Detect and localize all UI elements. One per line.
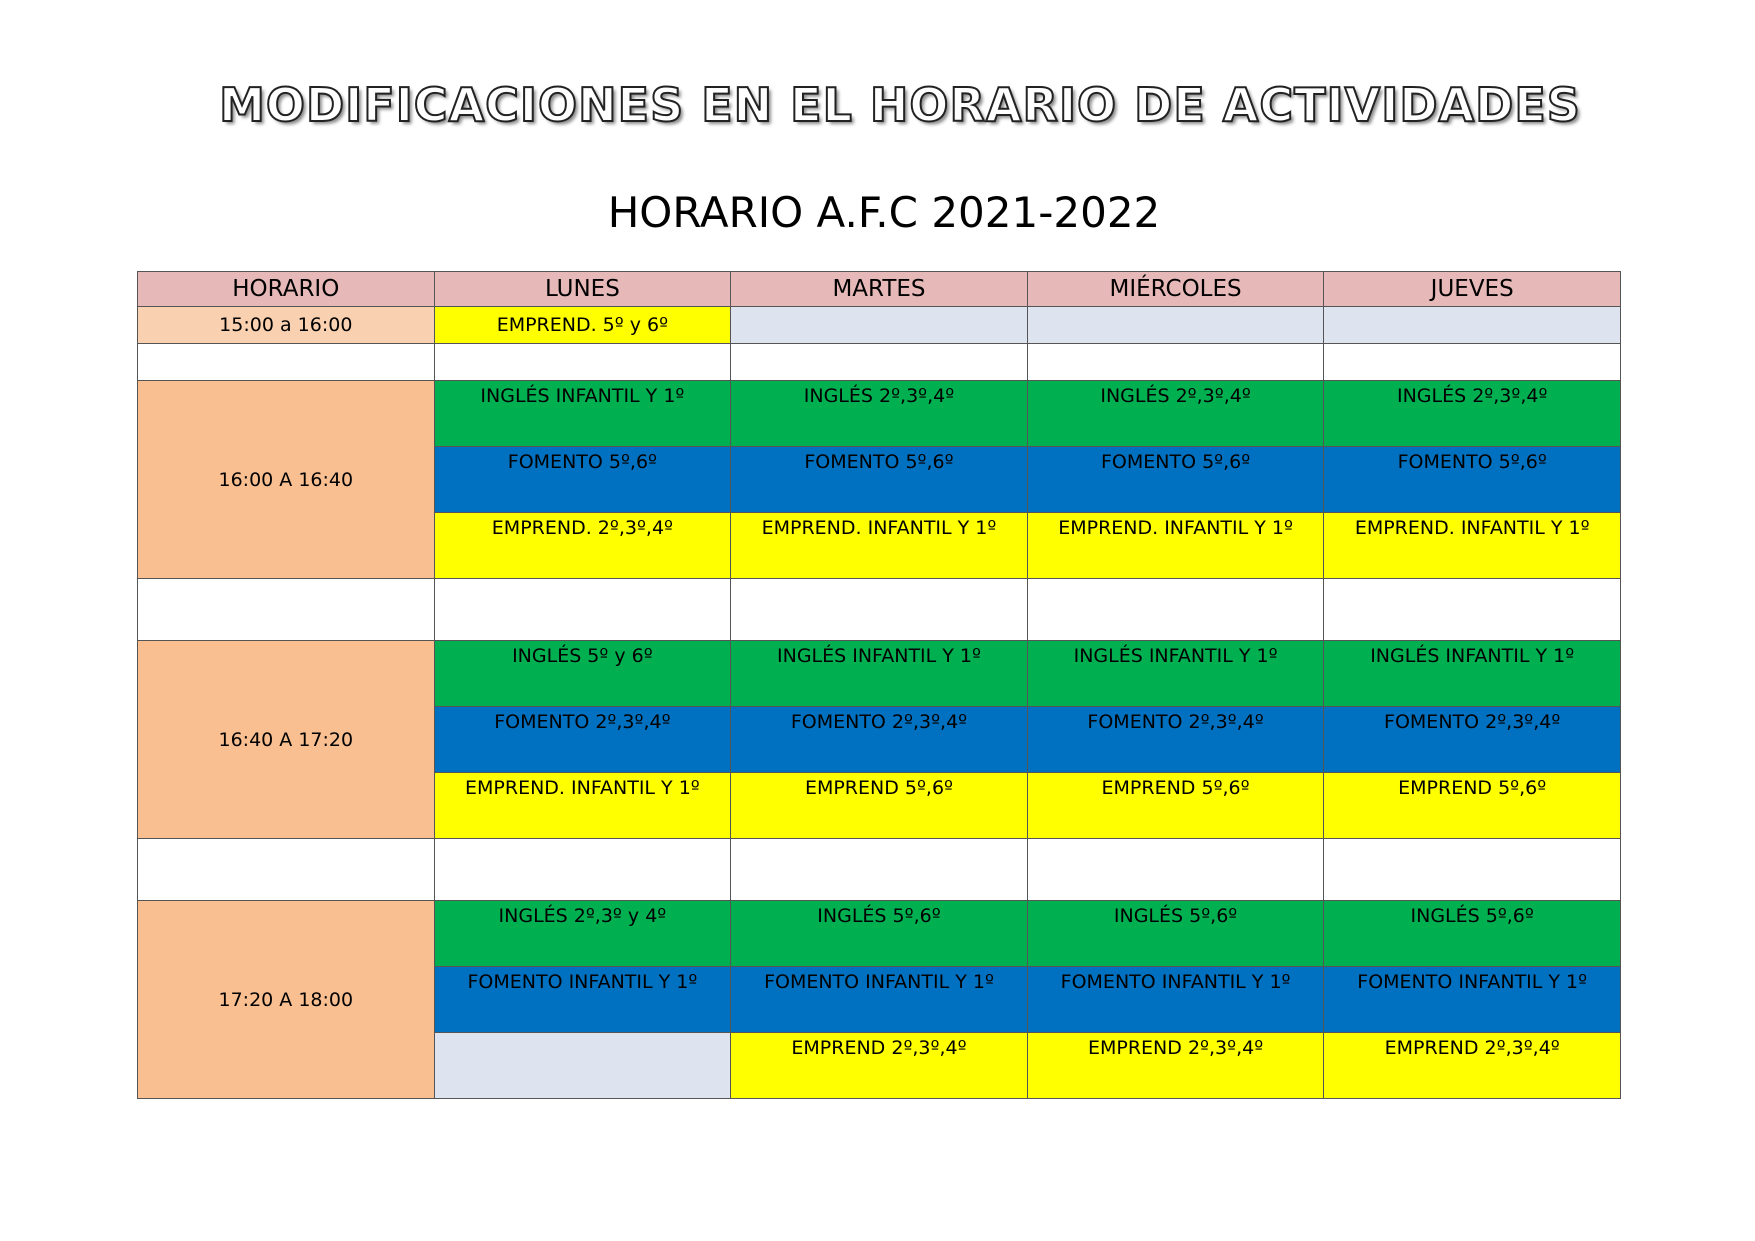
empty-cell: [1324, 307, 1621, 344]
empty-cell: [731, 307, 1028, 344]
spacer-cell: [731, 839, 1028, 901]
activity-cell: EMPREND 5º,6º: [731, 773, 1028, 839]
time-cell: 16:00 A 16:40: [138, 381, 435, 579]
activity-cell: FOMENTO 5º,6º: [1324, 447, 1621, 513]
empty-cell: [434, 1033, 731, 1099]
spacer-cell: [1324, 344, 1621, 381]
activity-cell: INGLÉS 5º y 6º: [434, 641, 731, 707]
activity-cell: EMPREND 5º,6º: [1324, 773, 1621, 839]
spacer-cell: [138, 839, 435, 901]
spacer-cell: [434, 839, 731, 901]
block1-row1: [138, 381, 1621, 447]
header-miercoles: MIÉRCOLES: [1027, 272, 1324, 307]
activity-cell: INGLÉS 5º,6º: [1027, 901, 1324, 967]
page-subtitle: HORARIO A.F.C 2021-2022: [607, 188, 1161, 237]
header-horario: HORARIO: [138, 272, 435, 307]
activity-cell: EMPREND 2º,3º,4º: [1027, 1033, 1324, 1099]
header-row: [138, 272, 1621, 307]
activity-cell: INGLÉS INFANTIL Y 1º: [1027, 641, 1324, 707]
activity-cell: EMPREND 2º,3º,4º: [731, 1033, 1028, 1099]
spacer-row: [138, 839, 1621, 901]
activity-cell: EMPREND. 5º y 6º: [434, 307, 731, 344]
activity-cell: FOMENTO 5º,6º: [434, 447, 731, 513]
spacer-row: [138, 344, 1621, 381]
activity-cell: EMPREND. INFANTIL Y 1º: [434, 773, 731, 839]
spacer-cell: [434, 344, 731, 381]
activity-cell: FOMENTO INFANTIL Y 1º: [434, 967, 731, 1033]
activity-cell: EMPREND. INFANTIL Y 1º: [1027, 513, 1324, 579]
spacer-cell: [1324, 579, 1621, 641]
block2-row1: [138, 641, 1621, 707]
spacer-cell: [1324, 839, 1621, 901]
activity-cell: FOMENTO INFANTIL Y 1º: [731, 967, 1028, 1033]
empty-cell: [1027, 307, 1324, 344]
header-martes: MARTES: [731, 272, 1028, 307]
header-lunes: LUNES: [434, 272, 731, 307]
spacer-cell: [1027, 344, 1324, 381]
activity-cell: INGLÉS 5º,6º: [731, 901, 1028, 967]
activity-cell: EMPREND 5º,6º: [1027, 773, 1324, 839]
spacer-cell: [434, 579, 731, 641]
activity-cell: INGLÉS 2º,3º,4º: [731, 381, 1028, 447]
activity-cell: FOMENTO 2º,3º,4º: [731, 707, 1028, 773]
page-title: MODIFICACIONES EN EL HORARIO DE ACTIVIDADES: [219, 78, 1581, 132]
activity-cell: INGLÉS 2º,3º y 4º: [434, 901, 731, 967]
activity-cell: EMPREND 2º,3º,4º: [1324, 1033, 1621, 1099]
time-cell: 16:40 A 17:20: [138, 641, 435, 839]
header-jueves: JUEVES: [1324, 272, 1621, 307]
activity-cell: EMPREND. INFANTIL Y 1º: [731, 513, 1028, 579]
activity-cell: EMPREND. 2º,3º,4º: [434, 513, 731, 579]
row-1500: [138, 307, 1621, 344]
activity-cell: INGLÉS 2º,3º,4º: [1027, 381, 1324, 447]
block3-row1: [138, 901, 1621, 967]
time-cell: 15:00 a 16:00: [138, 307, 435, 344]
time-cell: 17:20 A 18:00: [138, 901, 435, 1099]
activity-cell: INGLÉS INFANTIL Y 1º: [434, 381, 731, 447]
spacer-cell: [138, 344, 435, 381]
spacer-cell: [138, 579, 435, 641]
activity-cell: INGLÉS INFANTIL Y 1º: [1324, 641, 1621, 707]
spacer-cell: [731, 344, 1028, 381]
activity-cell: FOMENTO 2º,3º,4º: [434, 707, 731, 773]
activity-cell: FOMENTO 2º,3º,4º: [1027, 707, 1324, 773]
schedule-table: [137, 271, 1621, 1099]
spacer-cell: [1027, 839, 1324, 901]
activity-cell: FOMENTO 5º,6º: [731, 447, 1028, 513]
spacer-cell: [731, 579, 1028, 641]
activity-cell: FOMENTO INFANTIL Y 1º: [1027, 967, 1324, 1033]
activity-cell: INGLÉS 2º,3º,4º: [1324, 381, 1621, 447]
activity-cell: INGLÉS INFANTIL Y 1º: [731, 641, 1028, 707]
activity-cell: FOMENTO INFANTIL Y 1º: [1324, 967, 1621, 1033]
spacer-row: [138, 579, 1621, 641]
activity-cell: FOMENTO 2º,3º,4º: [1324, 707, 1621, 773]
spacer-cell: [1027, 579, 1324, 641]
activity-cell: INGLÉS 5º,6º: [1324, 901, 1621, 967]
activity-cell: EMPREND. INFANTIL Y 1º: [1324, 513, 1621, 579]
activity-cell: FOMENTO 5º,6º: [1027, 447, 1324, 513]
